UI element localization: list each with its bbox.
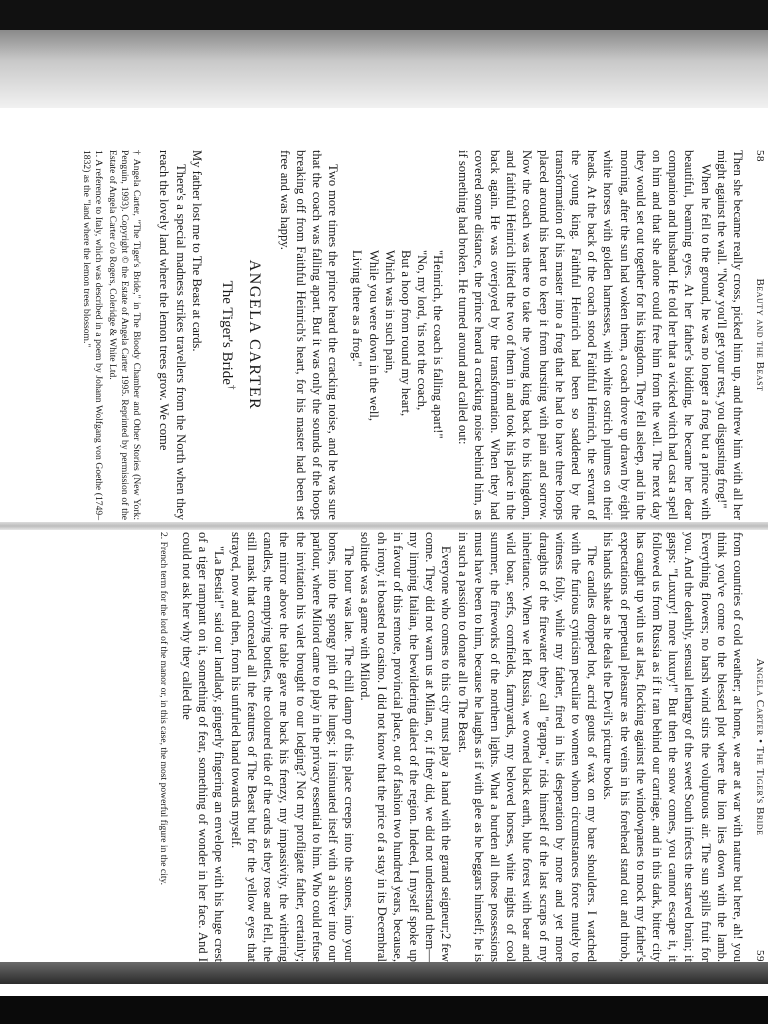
paragraph: Then she became really cross, picked him up, and threw him with all her might against the wall. "Now you'll get your rest, you disgusting frog!": [714, 150, 745, 520]
verse-line: Living there as a frog.": [350, 250, 365, 367]
paragraph: from countries of cold weather; at home, we are at war with nature but here, ah! you think you've come to the blessed plot where the lion lies down with the lamb. Everything flowers; no harsh wind stirs the voluptuous air. The sun spills fruit for you. And the deathly, sensual lethargy of the sweet South infects the starved brain; it gasps: "Luxury! more luxury!" But then the snow comes, you cannot escape it, it followed us from Russia as if it ran behind our carriage, and in this dark, bitter city has caught up with us at last, flocking against the windowpanes to mock my father's expectations of perpetual pleasure as the veins in his forehead stand out and throb, his hands shake as he deals the Devil's picture books.: [601, 532, 745, 962]
paragraph: There's a special madness strikes travellers from the North when they reach the lovely land where the lemon trees grow. We come: [157, 150, 188, 520]
paragraph: The candles dropped hot, acrid gouts of wax on my bare shoulders. I watched with the furious cynicism peculiar to women whom circumstances force mutely to witness folly, while my father, fired in his desperation by more and yet more draughts of the firewater they call "grappa," rids himself of the last scraps of my inheritance. When we left Russia, we owned black earth, blue forest with bear and wild boar, serfs, cornfields, farmyards, my beloved horses, white nights of cool summer, the fireworks of the northern lights. What a burden all those possessions must have been to him, because he laughs as if with glee as he beggars himself; he is in such a passion to donate all to The Beast.: [455, 532, 600, 962]
paragraph: When he fell to the ground, he was no longer a frog but a prince with beautiful, beaming eyes. At her father's bidding, he became her dear companion and husband. He told her that a wicked witch had cast a spell on him and that she alone could free him from the well. The next day they would set out together for his kingdom. They fell asleep, and in the morning, after the sun had woken them, a coach drove up drawn by eight white horses with golden harnesses, with white ostrich plumes on their heads. At the back of the coach stood Faithful Heinrich, the servant of the young king. Faithful Heinrich had been so saddened by the transformation of his master into a frog that he had to have three hoops placed around his heart to keep it from bursting with pain and sorrow. Now the coach was there to take the young king back to his kingdom, and faithful Heinrich lifted the two of them in and took his place in the back again. He was overjoyed by the transformation. When they had covered some distance, the prince heard a cracking noise behind him, as if something had broken. He turned around and called out:: [455, 150, 713, 520]
scan-shadow-top: [0, 30, 768, 108]
footnote: 2. French term for the lord of the manor or, in this case, the most powerful figure in the city.: [157, 532, 169, 886]
scanner-edge-top: [0, 0, 768, 30]
page-number: 58: [754, 150, 766, 162]
footnotes: [157, 532, 169, 962]
scanner-edge-bottom: [0, 996, 768, 1024]
paragraph: The hour was late. The chill damp of this place creeps into the stones, into your bones, into the spongy pith of the lungs; it insinuated itself with a shiver into our parlour, where Milord came to play in the privacy essential to him. Who could refuse the invitation his valet brought to our lodging? Not my profligate father, certainly; the mirror above the table gave me back his frenzy, my impassivity, the withering candles, the emptying bottles, the coloured tide of the cards as they rose and fell, the still mask that concealed all the features of The Beast but for the yellow eyes that strayed, now and then, from his unfurled hand towards myself.: [228, 532, 357, 962]
scan-shadow-bottom: [0, 962, 768, 984]
page-number: 59: [754, 950, 766, 962]
footnotes: [80, 150, 142, 520]
footnote: 1. A reference to Italy, which was described in a poem by Johann Wolfgang von Goethe (1749–1832) as the "land where the lemon trees blossom.": [81, 150, 105, 520]
book-page-59: [80, 532, 768, 962]
author-heading: ANGELA CARTER: [246, 259, 264, 411]
paragraph: Two more times the prince heard the cracking noise, and he was sure that the coach was falling apart. But it was only the sounds of the hoops breaking off from Faithful Heinrich's heart, for his master had been set free and was happy.: [277, 150, 341, 520]
running-head: Angela Carter • The Tiger's Bride: [754, 658, 766, 836]
book-gutter: [0, 522, 768, 530]
verse-line: "Heinrich, the coach is falling apart!": [431, 250, 446, 439]
running-head: Beauty and the Beast: [754, 278, 766, 392]
book-page-58: [80, 150, 768, 520]
verse-line: While you were down in the well,: [366, 250, 381, 422]
paragraph: "La Bestia!" said our landlady, gingerly fingering an envelope with his huge crest of a tiger rampant on it, something of fear, something of wonder in her face. And I could not ask her why they called the: [180, 532, 227, 962]
story-title-text: The Tiger's Bride: [219, 280, 236, 385]
footnote: † Angela Carter, "The Tiger's Bride," in The Bloody Chamber and Other Stories (New York: Penguin, 1993). Copyright © the Estate of Angela Carter 1995. Reprinted by permission of the Estate of Angela Carter c/o Rogers, Coleridge & White Ltd.: [107, 150, 143, 520]
verse-line: "No, my lord, 'tis not the coach,: [415, 250, 430, 411]
verse-line: But a hoop from round my heart,: [398, 250, 413, 417]
story-title: [219, 150, 240, 520]
page-header: [746, 150, 768, 520]
verse-block: [349, 250, 446, 520]
verse-line: Which was in such pain,: [382, 250, 397, 374]
story-title-footnote-mark: †: [227, 384, 238, 390]
paragraph: My father lost me to The Beast at cards.: [189, 150, 204, 352]
paragraph: Everyone who comes to this city must play a hand with the grand seigneur;2 few come. They did not warn us at Milan, or, if they did, we did not understand them—my limping Italian, the bewildering dialect of the region. Indeed, I myself spoke up in favour of this remote, provincial place, out of fashion two hundred years, because, oh irony, it boasted no casino. I did not know that the price of a stay in its Decembral solitude was a game with Milord.: [358, 532, 454, 962]
page-header: [746, 532, 768, 962]
